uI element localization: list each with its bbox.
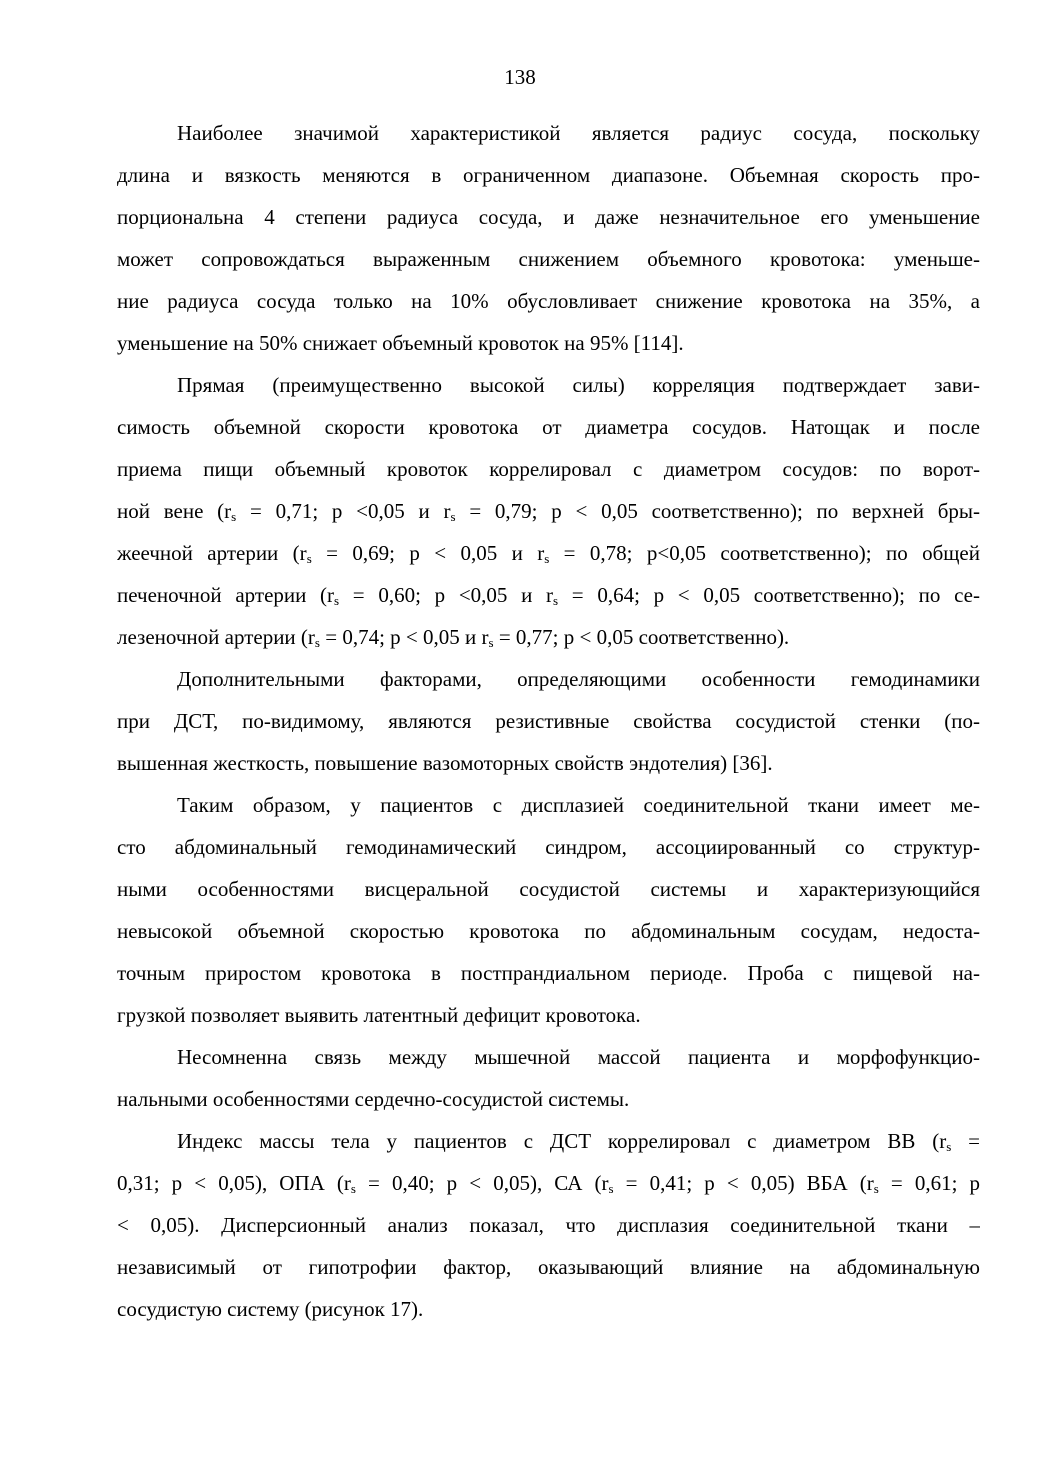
paragraph-line: 0,31; p < 0,05), ОПА ($r_s = 0,40$; p < 0,05), СА ($r_s = 0,41$; p < 0,05) ВБА ($r_s = 0,61$; p xyxy=(117,1171,980,1196)
paragraph-line: жеечной артерии ($r_s = 0,69$; p < 0,05 и $r_s = 0,78$; p<0,05 соответственно); по общей xyxy=(117,541,980,566)
paragraph xyxy=(117,364,980,658)
paragraph xyxy=(117,1036,980,1120)
paragraph-line: вышенная жесткость, повышение вазомоторных свойств эндотелия) [36]. xyxy=(117,751,773,775)
paragraph-line: симость объемной скорости кровотока от диаметра сосудов. Натощак и после xyxy=(117,415,980,439)
paragraph-line: Наиболее значимой характеристикой является радиус сосуда, поскольку xyxy=(177,121,980,145)
paragraph-line: сосудистую систему (рисунок 17). xyxy=(117,1297,424,1321)
paragraph-line: при ДСТ, по-видимому, являются резистивные свойства сосудистой стенки (по- xyxy=(117,709,980,733)
paragraph-line: Прямая (преимущественно высокой силы) корреляция подтверждает зави- xyxy=(177,373,980,397)
paragraph xyxy=(117,1120,980,1330)
paragraph xyxy=(117,112,980,364)
paragraph-line: может сопровождаться выраженным снижением объемного кровотока: уменьше- xyxy=(117,247,980,271)
paragraph-line: грузкой позволяет выявить латентный дефицит кровотока. xyxy=(117,1003,641,1027)
paragraph-line: невысокой объемной скоростью кровотока по абдоминальным сосудам, недоста- xyxy=(117,919,980,943)
paragraph-line: Дополнительными факторами, определяющими особенности гемодинамики xyxy=(177,667,980,691)
paragraph-line: нальными особенностями сердечно-сосудистой системы. xyxy=(117,1087,630,1111)
paragraph-line: уменьшение на 50% снижает объемный кровоток на 95% [114]. xyxy=(117,331,684,355)
paragraph-line: сто абдоминальный гемодинамический синдром, ассоциированный со структур- xyxy=(117,835,980,859)
paragraph-line: длина и вязкость меняются в ограниченном диапазоне. Объемная скорость про- xyxy=(117,163,980,187)
paragraph xyxy=(117,784,980,1036)
paragraph-line: < 0,05). Дисперсионный анализ показал, что дисплазия соединительной ткани – xyxy=(117,1213,980,1237)
paragraph-line: Индекс массы тела у пациентов с ДСТ коррелировал с диаметром ВВ ($r_s$ = xyxy=(177,1129,980,1154)
paragraph-line: ние радиуса сосуда только на 10% обусловливает снижение кровотока на 35%, а xyxy=(117,289,980,313)
paragraph-line: лезеночной артерии ($r_s = 0,74$; p < 0,05 и $r_s = 0,77$; p < 0,05 соответственно). xyxy=(117,625,790,650)
paragraph xyxy=(117,658,980,784)
document-body xyxy=(117,112,980,1330)
paragraph-line: Несомненна связь между мышечной массой пациента и морфофункцио- xyxy=(177,1045,980,1069)
paragraph-line: Таким образом, у пациентов с дисплазией соединительной ткани имеет ме- xyxy=(177,793,980,817)
paragraph-line: приема пищи объемный кровоток коррелировал с диаметром сосудов: по ворот- xyxy=(117,457,980,481)
paragraph-line: печеночной артерии ($r_s = 0,60$; p <0,05 и $r_s = 0,64$; p < 0,05 соответственно); по се- xyxy=(117,583,980,608)
paragraph-line: ными особенностями висцеральной сосудистой системы и характеризующийся xyxy=(117,877,980,901)
paragraph-line: порциональна 4 степени радиуса сосуда, и даже незначительное его уменьшение xyxy=(117,205,980,229)
paragraph-line: независимый от гипотрофии фактор, оказывающий влияние на абдоминальную xyxy=(117,1255,980,1279)
paragraph-line: ной вене ($r_s = 0,71$; p <0,05 и $r_s = 0,79$; p < 0,05 соответственно); по верхней бры- xyxy=(117,499,980,524)
page-number: 138 xyxy=(504,65,536,89)
paragraph-line: точным приростом кровотока в постпрандиальном периоде. Проба с пищевой на- xyxy=(117,961,980,985)
